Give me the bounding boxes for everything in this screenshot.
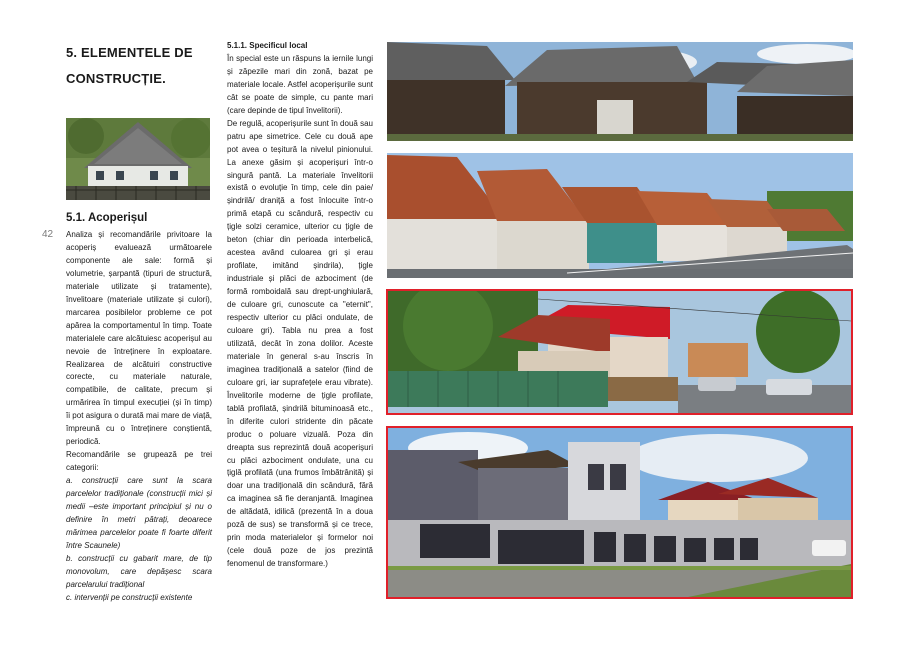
page-number: 42 <box>42 229 54 240</box>
thatched-house-photo <box>66 118 210 200</box>
text-column-left <box>66 229 212 605</box>
roof-evolution-paragraph: De regulă, acoperișurile sunt în două sau patru ape simetrice. Cele cu două ape pot avea o teșitură la nivelul pinionului. La anexe găsim și acoperișuri într-o singură pantă. La materiale învelitorii există o evoluție în timp, cele din paie/șindrilă/ draniță a fost înlocuite într-o primă etapă cu scândură, respectiv cu țigle solzi ceramice, ulterior cu țigle de beton (chiar din perioada interbelică, acestea având culoarea gri și erau profilate, imitând șindrila), țigle industriale și plăci de azbociment (de formă romboidală sau drept-unghiulară, de culoare gri, cunoscute ca "eternit", respectiv ulterior cu plăci ondulate, de culoare gri). Tabla nu prea a fost utilizată, decât în zona dolilor. Aceste materiale în general s-au înscris în imaginea tradițională a satelor (fiind de culoare gri, iar suprafețele erau vibrate). Învelitorile moderne de țigle profilate, tablă profilată, șindrilă bituminoasă etc., în diferite culori stridente din păcate produc o poluare vizuală. Poza din dreapta sus reprezintă două acoperișuri cu plăci azbociment ondulate, una cu țiglă profilată (una frumos îmbătrânită) și doar una tradițională din scândură, fără ca imaginea să fie deranjantă. Imaginea de altădată, idilică (prezentă în a doua poză de sus) se transformă și ce trece, prin moda materialelor și formelor noi (cele două poze de jos prezintă fenomenul de transformare.) <box>227 118 373 569</box>
category-item: a. construcții care sunt la scara parcelelor tradiționale (construcții mici și medii –este important principiul și nu o definire în metri pătrați, deoarece mărimea parcelelor poate fi foarte diferit între Scaunele) <box>66 476 212 550</box>
intro-paragraph: Analiza și recomandările privitoare la acoperiș evaluează următoarele componente ale sale: formă și volumetrie, șarpantă (tipuri de structură, materiale utilizate și tratamente), învelitoare (materiale utilizate și culori), marcarea posibilelor probleme ce pot apărea la comportamentul în timp. Toate materialele care alcătuiesc acoperișul au nevoie de întreținere în exploatare. Realizarea de alcătuiri constructive corecte, cu materiale naturale, compatibile, de calitate, precum și urmărirea în timpul execuției (și în timp) îi pot asigura o durată mai mare de viață, împreună cu o întreținere conștientă, periodică. <box>66 230 212 447</box>
category-item: b. construcții cu gabarit mare, de tip monovolum, care depășesc scara parcelarului tradițional <box>66 553 212 589</box>
page-title: 5. ELEMENTELE DE CONSTRUCȚIE. <box>66 45 193 86</box>
text-column-middle <box>227 40 373 571</box>
category-item: c. intervenții pe construcții existente <box>66 592 193 602</box>
red-metal-roof-photo <box>386 289 853 415</box>
modern-houses-photo <box>386 426 853 599</box>
categories-intro: Recomandările se grupează pe trei categorii: <box>66 450 212 473</box>
old-wooden-roofs-photo <box>387 42 853 141</box>
section-title: 5.1. Acoperișul <box>66 212 148 224</box>
local-specific-paragraph: În special este un răspuns la iernile lungi și zăpezile mari din zonă, bazat pe materiale locale. Astfel acoperișurile sunt cât se poate de simple, cu pante mari (care depinde de tipul învelitorii). <box>227 53 373 115</box>
village-street-tile-roofs-photo <box>387 153 853 278</box>
subsection-title: 5.1.1. Specificul local <box>227 41 308 50</box>
